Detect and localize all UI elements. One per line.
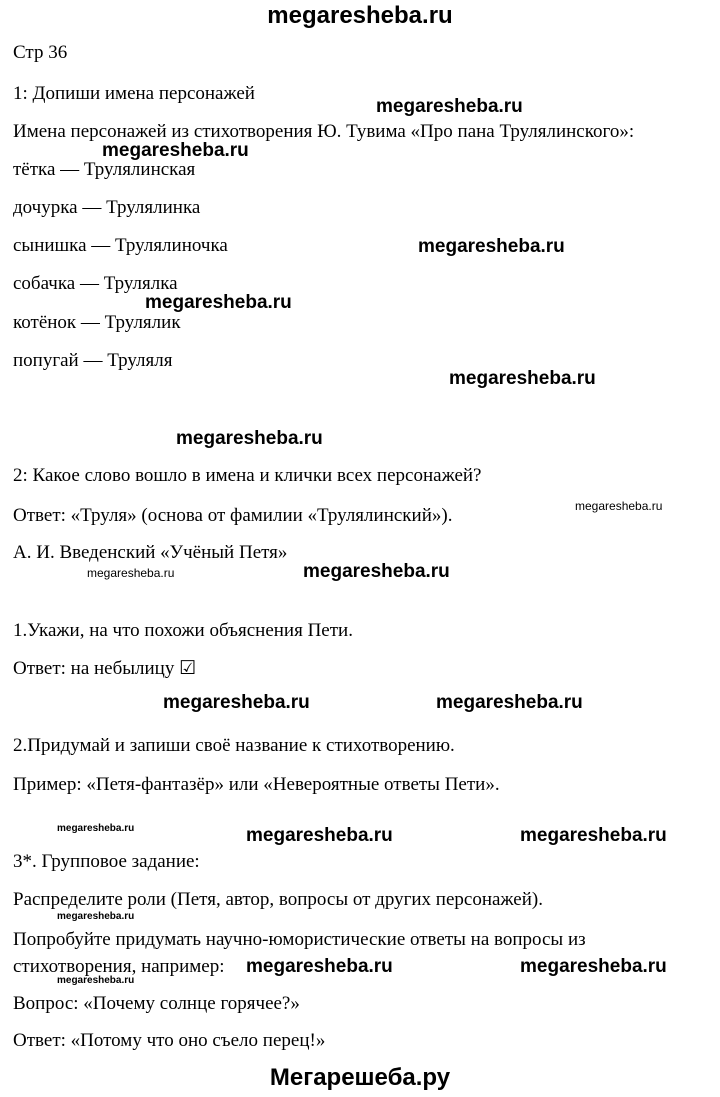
watermark: megaresheba.ru: [57, 975, 135, 986]
watermark: megaresheba.ru: [246, 825, 393, 846]
site-header: megaresheba.ru: [267, 2, 453, 29]
task-3-roles: Распределите роли (Петя, автор, вопросы от других персонажей).: [13, 889, 543, 910]
watermark: megaresheba.ru: [303, 561, 450, 582]
answer-1: Ответ: на небылицу ☑: [13, 658, 197, 679]
watermark: megaresheba.ru: [102, 140, 249, 161]
character-line: дочурка — Трулялинка: [13, 197, 201, 218]
section-title: А. И. Введенский «Учёный Петя»: [13, 542, 288, 563]
character-line: собачка — Трулялка: [13, 273, 178, 294]
task-2-question: 2: Какое слово вошло в имена и клички всех персонажей?: [13, 465, 482, 486]
site-footer: Мегарешеба.ру: [269, 1064, 451, 1091]
watermark: megaresheba.ru: [176, 428, 323, 449]
watermark: megaresheba.ru: [575, 499, 663, 513]
task-2-answer: Ответ: «Труля» (основа от фамилии «Трулялинский»).: [13, 505, 453, 526]
example-2: Пример: «Петя-фантазёр» или «Невероятные ответы Пети».: [13, 774, 500, 795]
watermark: megaresheba.ru: [87, 566, 175, 580]
page-number: Стр 36: [13, 42, 68, 63]
character-line: тётка — Трулялинская: [13, 159, 196, 180]
task-1-title: 1: Допиши имена персонажей: [13, 83, 255, 104]
watermark: megaresheba.ru: [436, 692, 583, 713]
character-line: попугай — Труляля: [13, 350, 173, 371]
example-question: Вопрос: «Почему солнце горячее?»: [13, 993, 300, 1014]
question-1: 1.Укажи, на что похожи объяснения Пети.: [13, 620, 353, 641]
watermark: megaresheba.ru: [57, 911, 135, 922]
character-line: сынишка — Трулялиночка: [13, 235, 228, 256]
task-3-title: 3*. Групповое задание:: [13, 851, 200, 872]
character-line: котёнок — Трулялик: [13, 312, 181, 333]
task-3-instruction-cont: стихотворения, например:: [13, 956, 225, 977]
watermark: megaresheba.ru: [376, 96, 523, 117]
watermark: megaresheba.ru: [520, 825, 667, 846]
watermark: megaresheba.ru: [163, 692, 310, 713]
watermark: megaresheba.ru: [145, 292, 292, 313]
watermark: megaresheba.ru: [520, 956, 667, 977]
watermark: megaresheba.ru: [449, 368, 596, 389]
task-1-intro: Имена персонажей из стихотворения Ю. Тувима «Про пана Трулялинского»:: [13, 121, 635, 142]
example-answer: Ответ: «Потому что оно съело перец!»: [13, 1030, 326, 1051]
watermark: megaresheba.ru: [418, 236, 565, 257]
task-3-instruction: Попробуйте придумать научно-юмористические ответы на вопросы из: [13, 929, 586, 950]
watermark: megaresheba.ru: [57, 823, 135, 834]
question-2: 2.Придумай и запиши своё название к стихотворению.: [13, 735, 455, 756]
watermark: megaresheba.ru: [246, 956, 393, 977]
